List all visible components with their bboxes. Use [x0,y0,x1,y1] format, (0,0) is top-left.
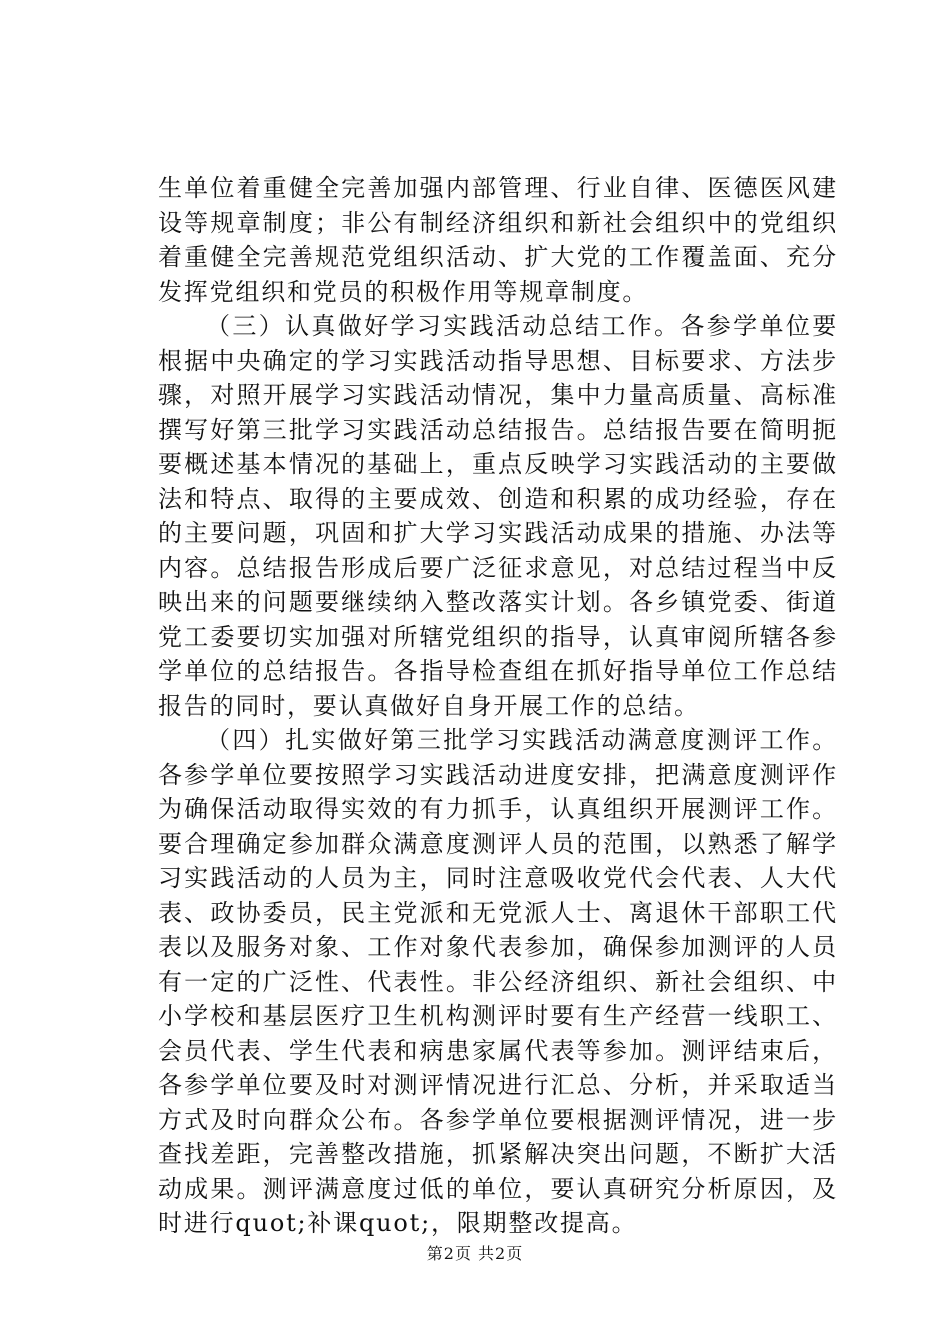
paragraph-continuation: 生单位着重健全完善加强内部管理、行业自律、医德医风建设等规章制度；非公有制经济组织和新社会组织中的党组织着重健全完善规范党组织活动、扩大党的工作覆盖面、充分发挥党组织和党员的积极作用等规章制度。 [158,174,838,306]
paragraph-section-three: （三）认真做好学习实践活动总结工作。各参学单位要根据中央确定的学习实践活动指导思想、目标要求、方法步骤，对照开展学习实践活动情况，集中力量高质量、高标准撰写好第三批学习实践活动总结报告。总结报告要在简明扼要概述基本情况的基础上，重点反映学习实践活动的主要做法和特点、取得的主要成效、创造和积累的成功经验，存在的主要问题，巩固和扩大学习实践活动成果的措施、办法等内容。总结报告形成后要广泛征求意见，对总结过程当中反映出来的问题要继续纳入整改落实计划。各乡镇党委、街道党工委要切实加强对所辖党组织的指导，认真审阅所辖各参学单位的总结报告。各指导检查组在抓好指导单位工作总结报告的同时，要认真做好自身开展工作的总结。 [158,312,838,720]
paragraph-section-four: （四）扎实做好第三批学习实践活动满意度测评工作。各参学单位要按照学习实践活动进度安排，把满意度测评作为确保活动取得实效的有力抓手，认真组织开展测评工作。要合理确定参加群众满意度测评人员的范围，以熟悉了解学习实践活动的人员为主，同时注意吸收党代会代表、人大代表、政协委员，民主党派和无党派人士、离退休干部职工代表以及服务对象、工作对象代表参加，确保参加测评的人员有一定的广泛性、代表性。非公经济组织、新社会组织、中小学校和基层医疗卫生机构测评时要有生产经营一线职工、会员代表、学生代表和病患家属代表等参加。测评结束后，各参学单位要及时对测评情况进行汇总、分析，并采取适当方式及时向群众公布。各参学单位要根据测评情况，进一步查找差距，完善整改措施，抓紧解决突出问题，不断扩大活动成果。测评满意度过低的单位，要认真研究分析原因，及时进行quot;补课quot;，限期整改提高。 [158,726,838,1237]
page-footer: 第2页 共2页 [426,1244,524,1263]
body-text [158,171,838,1241]
